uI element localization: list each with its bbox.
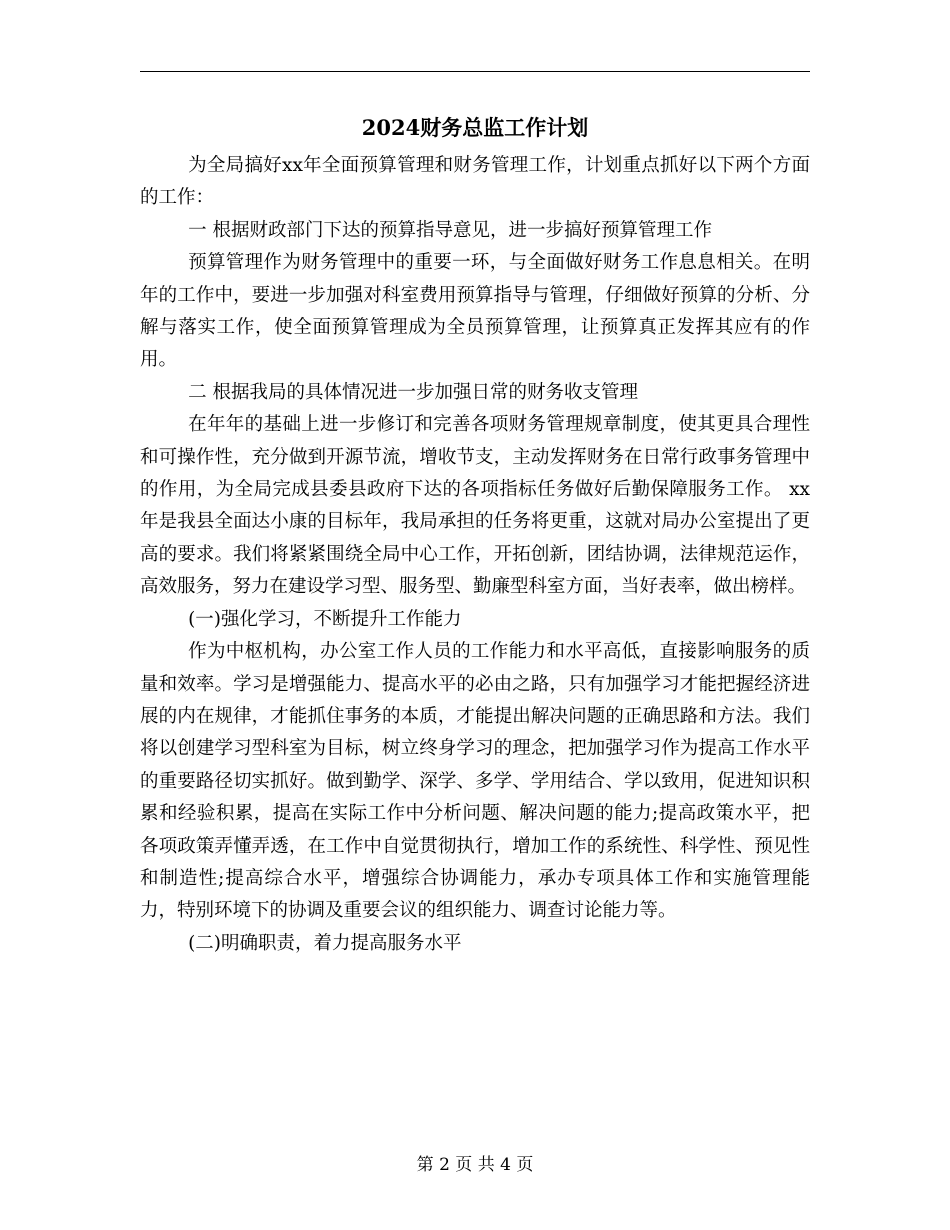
page-number: 第 2 页 共 4 页 <box>416 1155 534 1175</box>
section-heading-2: 二 根据我局的具体情况进一步加强日常的财务收支管理 <box>188 381 638 403</box>
subsection-1-paragraph: 作为中枢机构，办公室工作人员的工作能力和水平高低，直接影响服务的质量和效率。学习是增强能力、提高水平的必由之路，只有加强学习才能把握经济进展的内在规律，才能抓住事务的本质，才能提出解决问题的正确思路和方法。我们将以创建学习型科室为目标，树立终身学习的理念，把加强学习作为提高工作水平的重要路径切实抓好。做到勤学、深学、多学、学用结合、学以致用，促进知识积累和经验积累，提高在实际工作中分析问题、解决问题的能力;提高政策水平，把各项政策弄懂弄透，在工作中自觉贯彻执行，增加工作的系统性、科学性、预见性和制造性;提高综合水平，增强综合协调能力，承办专项具体工作和实施管理能力，特别环境下的协调及重要会议的组织能力、调查讨论能力等。 <box>140 641 810 922</box>
document-title: 2024财务总监工作计划 <box>361 115 589 140</box>
document-body <box>140 150 810 960</box>
section-2-paragraph: 在年年的基础上进一步修订和完善各项财务管理规章制度，使其更具合理性和可操作性，充分做到开源节流，增收节支，主动发挥财务在日常行政事务管理中的作用，为全局完成县委县政府下达的各项指标任务做好后勤保障服务工作。 xx年是我县全面达小康的目标年，我局承担的任务将更重，这就对局办公室提出了更高的要求。我们将紧紧围绕全局中心工作，开拓创新，团结协调，法律规范运作，高效服务，努力在建设学习型、服务型、勤廉型科室方面，当好表率，做出榜样。 <box>140 414 810 598</box>
section-1-paragraph: 预算管理作为财务管理中的重要一环，与全面做好财务工作息息相关。在明年的工作中，要进一步加强对科室费用预算指导与管理，仔细做好预算的分析、分解与落实工作，使全面预算管理成为全员预算管理，让预算真正发挥其应有的作用。 <box>140 252 810 371</box>
intro-paragraph: 为全局搞好xx年全面预算管理和财务管理工作，计划重点抓好以下两个方面的工作： <box>140 155 810 209</box>
section-heading-1: 一 根据财政部门下达的预算指导意见，进一步搞好预算管理工作 <box>188 219 712 241</box>
subsection-heading-2: (二)明确职责，着力提高服务水平 <box>188 932 462 954</box>
header-rule <box>140 71 810 72</box>
subsection-heading-1: (一)强化学习，不断提升工作能力 <box>188 608 462 630</box>
